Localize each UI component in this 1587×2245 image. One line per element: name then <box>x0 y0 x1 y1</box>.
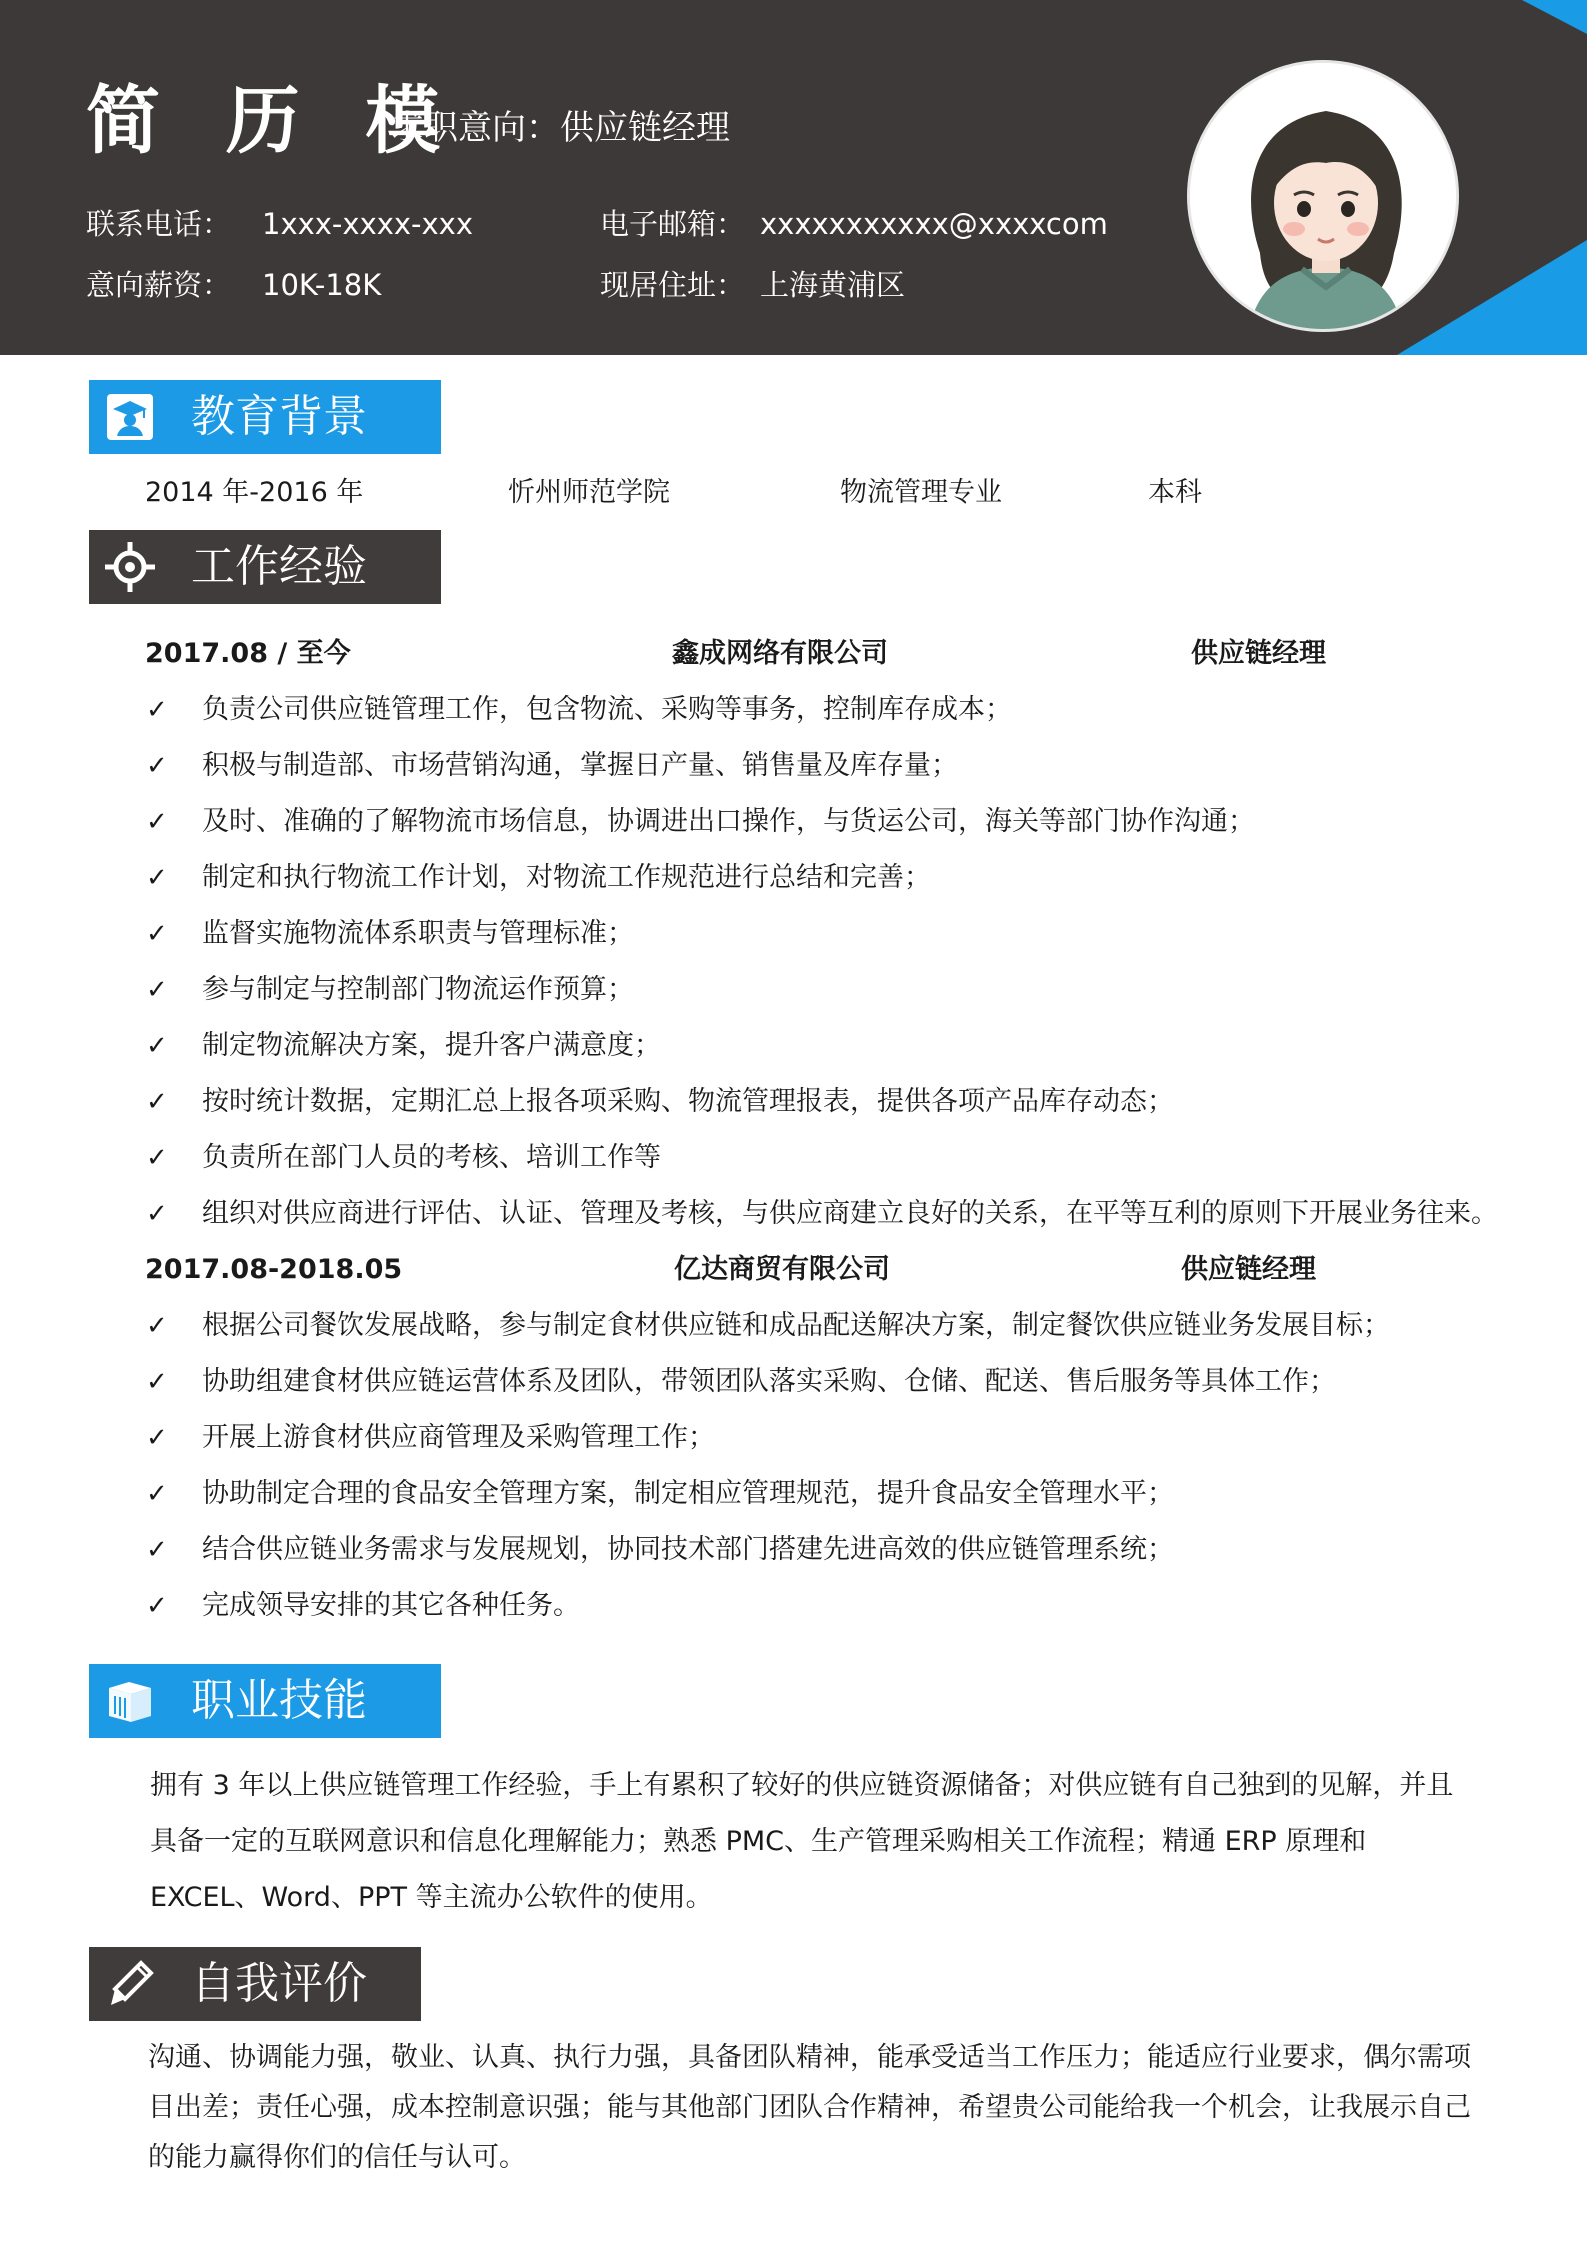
section-title-work: 工作经验 <box>191 541 367 592</box>
duty-text: 完成领导安排的其它各种任务。 <box>202 1590 580 1621</box>
section-header-work <box>89 530 441 604</box>
check-icon: ✓ <box>146 919 168 949</box>
duty-text: 根据公司餐饮发展战略，参与制定食材供应链和成品配送解决方案，制定餐饮供应链业务发展目标； <box>202 1310 1390 1341</box>
salary-label: 意向薪资： <box>86 268 232 302</box>
phone-label: 联系电话： <box>86 207 232 241</box>
check-icon: ✓ <box>146 1143 168 1173</box>
job-intent: 求职意向：供应链经理 <box>390 108 730 148</box>
duty-text: 结合供应链业务需求与发展规划，协同技术部门搭建先进高效的供应链管理系统； <box>202 1534 1174 1565</box>
check-icon: ✓ <box>146 1535 168 1565</box>
duty-text: 组织对供应商进行评估、认证、管理及考核，与供应商建立良好的关系，在平等互利的原则下开展业务往来。 <box>202 1198 1498 1229</box>
check-icon: ✓ <box>146 751 168 781</box>
check-icon: ✓ <box>146 1311 168 1341</box>
book-icon <box>103 1674 157 1728</box>
avatar <box>1187 60 1459 332</box>
phone-value: 1xxx-xxxx-xxx <box>262 207 474 241</box>
duty-text: 监督实施物流体系职责与管理标准； <box>202 918 634 949</box>
section-title-skills: 职业技能 <box>191 1675 367 1726</box>
job-2-company: 亿达商贸有限公司 <box>674 1254 890 1285</box>
check-icon: ✓ <box>146 1591 168 1621</box>
check-icon: ✓ <box>146 1479 168 1509</box>
address-label: 现居住址： <box>600 268 746 302</box>
check-icon: ✓ <box>146 807 168 837</box>
duty-text: 及时、准确的了解物流市场信息，协调进出口操作，与货运公司，海关等部门协作沟通； <box>202 806 1255 837</box>
job-2-position: 供应链经理 <box>1181 1254 1316 1285</box>
education-degree: 本科 <box>1148 477 1202 508</box>
duty-text: 协助制定合理的食品安全管理方案，制定相应管理规范，提升食品安全管理水平； <box>202 1478 1174 1509</box>
section-title-education: 教育背景 <box>191 391 367 442</box>
check-icon: ✓ <box>146 1367 168 1397</box>
duty-text: 协助组建食材供应链运营体系及团队，带领团队落实采购、仓储、配送、售后服务等具体工作； <box>202 1366 1336 1397</box>
check-icon: ✓ <box>146 975 168 1005</box>
job-2-period: 2017.08-2018.05 <box>145 1254 403 1285</box>
check-icon: ✓ <box>146 695 168 725</box>
job-1-company: 鑫成网络有限公司 <box>672 638 888 669</box>
duty-text: 按时统计数据，定期汇总上报各项采购、物流管理报表，提供各项产品库存动态； <box>202 1086 1174 1117</box>
section-header-education <box>89 380 441 454</box>
duty-text: 开展上游食材供应商管理及采购管理工作； <box>202 1422 715 1453</box>
pen-icon <box>103 1957 157 2011</box>
target-icon <box>103 540 157 594</box>
education-period: 2014 年-2016 年 <box>145 477 364 508</box>
job-1-period: 2017.08 / 至今 <box>145 638 351 669</box>
duty-text: 制定和执行物流工作计划，对物流工作规范进行总结和完善； <box>202 862 931 893</box>
graduate-icon <box>103 390 157 444</box>
resume-name: 简 历 模 <box>86 78 460 164</box>
check-icon: ✓ <box>146 1031 168 1061</box>
education-school: 忻州师范学院 <box>508 477 670 508</box>
check-icon: ✓ <box>146 1423 168 1453</box>
accent-triangle-top <box>1522 0 1587 34</box>
address-value: 上海黄浦区 <box>760 268 906 302</box>
check-icon: ✓ <box>146 1087 168 1117</box>
evaluation-text: 沟通、协调能力强，敬业、认真、执行力强，具备团队精神，能承受适当工作压力；能适应行业要求，偶尔需项目出差；责任心强，成本控制意识强；能与其他部门团队合作精神，希望贵公司能给我一个机会，让我展示自己的能力赢得你们的信任与认可。 <box>148 2042 1471 2173</box>
duty-text: 积极与制造部、市场营销沟通，掌握日产量、销售量及库存量； <box>202 750 958 781</box>
section-header-evaluation <box>89 1947 421 2021</box>
job-1-position: 供应链经理 <box>1191 638 1326 669</box>
education-major: 物流管理专业 <box>840 477 1002 508</box>
duty-text: 负责公司供应链管理工作，包含物流、采购等事务，控制库存成本； <box>202 694 1012 725</box>
avatar-illustration <box>1190 63 1459 332</box>
duty-text: 参与制定与控制部门物流运作预算； <box>202 974 634 1005</box>
duty-text: 负责所在部门人员的考核、培训工作等 <box>202 1142 661 1173</box>
check-icon: ✓ <box>146 1199 168 1229</box>
skills-text: 拥有 3 年以上供应链管理工作经验，手上有累积了较好的供应链资源储备；对供应链有自己独到的见解，并且具备一定的互联网意识和信息化理解能力；熟悉 PMC、生产管理采购相关工作流程；精通 ERP 原理和 EXCEL、Word、PPT 等主流办公软件的使用。 <box>150 1770 1454 1913</box>
section-header-skills <box>89 1664 441 1738</box>
email-value: xxxxxxxxxxx@xxxxcom <box>760 207 1108 241</box>
email-label: 电子邮箱： <box>600 207 746 241</box>
duty-text: 制定物流解决方案，提升客户满意度； <box>202 1030 661 1061</box>
check-icon: ✓ <box>146 863 168 893</box>
salary-value: 10K-18K <box>262 268 382 302</box>
section-title-evaluation: 自我评价 <box>191 1958 367 2009</box>
